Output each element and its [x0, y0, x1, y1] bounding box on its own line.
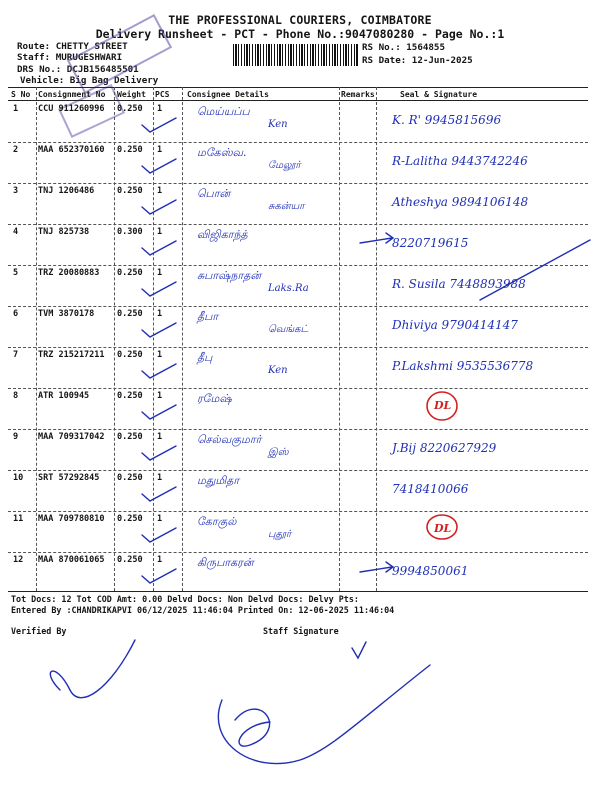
verified-by-label: Verified By [11, 626, 67, 636]
col-header-sno: S No [11, 90, 31, 99]
row-check-mark [140, 484, 180, 504]
row-separator [8, 265, 588, 266]
row-pcs: 1 [157, 473, 163, 483]
row-weight: 0.250 [117, 473, 143, 483]
rs-date: RS Date: 12-Jun-2025 [362, 55, 473, 66]
col-divider [339, 87, 340, 591]
row-sno: 12 [13, 555, 24, 565]
row-consignee-name: தீபா [197, 310, 219, 323]
row-consignment-no: TNJ 1206486 [38, 186, 95, 196]
row-seal-signature: 7418410066 [392, 482, 469, 496]
row-seal-signature: Dhiviya 9790414147 [392, 318, 518, 332]
row-check-mark [140, 320, 180, 340]
row-consignee-address: Laks.Ra [268, 283, 309, 294]
col-header-weight: Weight [117, 90, 146, 99]
row-consignment-no: SRT 57292845 [38, 473, 100, 483]
row-pcs: 1 [157, 104, 163, 114]
row-weight: 0.250 [117, 514, 143, 524]
row-separator [8, 388, 588, 389]
row-pcs: 1 [157, 227, 163, 237]
row-consignment-no: TRZ 20080883 [38, 268, 100, 278]
col-header-consignee: Consignee Details [187, 90, 269, 99]
col-header-remarks: Remarks [341, 90, 375, 99]
entered-by-line: Entered By :CHANDRIKAPVI 06/12/2025 11:46:04 Printed On: 12-06-2025 11:46:04 [11, 605, 395, 615]
table-bottom-rule [8, 591, 588, 592]
col-header-pcs: PCS [155, 90, 170, 99]
row-consignment-no: MAA 870061065 [38, 555, 105, 565]
row-weight: 0.250 [117, 186, 143, 196]
row-weight: 0.250 [117, 309, 143, 319]
row-pcs: 1 [157, 268, 163, 278]
row-separator [8, 224, 588, 225]
row-seal-signature: 8220719615 [392, 236, 469, 250]
row-consignment-no: ATR 100945 [38, 391, 90, 401]
row-consignee-name: மெய்யப்ப [197, 105, 250, 118]
row-weight: 0.250 [117, 145, 143, 155]
row-seal-signature: K. R' 9945815696 [392, 113, 502, 127]
row-weight: 0.250 [117, 104, 143, 114]
row-consignee-name: சுபாஷ்நாதன் [197, 269, 262, 282]
col-divider [114, 87, 115, 591]
row-sno: 3 [13, 186, 19, 196]
row-pcs: 1 [157, 432, 163, 442]
row-consignment-no: MAA 652370160 [38, 145, 105, 155]
row-consignee-address: சுகன்யா [268, 201, 305, 212]
staff-signature-label: Staff Signature [263, 626, 339, 636]
row-consignment-no: MAA 709780810 [38, 514, 105, 524]
row-consignment-no: MAA 709317042 [38, 432, 105, 442]
row-separator [8, 347, 588, 348]
row-seal-signature: J.Bij 8220627929 [392, 441, 497, 455]
row-consignee-address: வெங்கட் [268, 324, 309, 335]
signature-verified-by [50, 640, 135, 698]
row-consignee-name: கோகுல் [197, 515, 237, 528]
row-pcs: 1 [157, 145, 163, 155]
row-weight: 0.250 [117, 268, 143, 278]
rs-number: RS No.: 1564855 [362, 42, 445, 53]
row-weight: 0.250 [117, 350, 143, 360]
row-seal-signature: DL [434, 522, 452, 535]
row-consignment-no: CCU 911260996 [38, 104, 105, 114]
row-pcs: 1 [157, 350, 163, 360]
row-seal-signature: R-Lalitha 9443742246 [392, 154, 528, 168]
staff: Staff: MURUGESHWARI [17, 52, 123, 63]
row-seal-signature: P.Lakshmi 9535536778 [392, 359, 534, 373]
col-divider [182, 87, 183, 591]
drs-number: DRS No.: DCJB156485501 [17, 64, 139, 75]
row-check-mark [140, 238, 180, 258]
col-divider [36, 87, 37, 591]
table-top-rule [8, 87, 588, 88]
row-consignment-no: TRZ 215217211 [38, 350, 105, 360]
row-seal-signature: DL [434, 399, 452, 412]
row-consignee-name: செல்வகுமார் [197, 433, 262, 446]
col-header-consignment: Consignment No [38, 90, 106, 99]
table-header-rule [8, 100, 588, 101]
row-consignee-address: மேலூர் [268, 160, 301, 171]
vehicle: Vehicle: Big Bag Delivery [20, 75, 159, 86]
signature-staff [218, 665, 430, 764]
row-seal-signature: Atheshya 9894106148 [392, 195, 529, 209]
row-sno: 1 [13, 104, 19, 114]
row-seal-signature: 9994850061 [392, 564, 469, 578]
row-sno: 7 [13, 350, 19, 360]
col-divider [376, 87, 377, 591]
row-seal-signature: R. Susila 7448893988 [392, 277, 526, 291]
row-check-mark [140, 402, 180, 422]
row-separator [8, 470, 588, 471]
row-separator [8, 306, 588, 307]
row-sno: 4 [13, 227, 19, 237]
row-separator [8, 183, 588, 184]
row-consignee-name: விஜிகாந்த் [197, 228, 248, 241]
row-consignee-address: Ken [268, 365, 288, 376]
totals-line: Tot Docs: 12 Tot COD Amt: 0.00 Delvd Docs: Non Delvd Docs: Delvy Pts: [11, 594, 359, 604]
row-consignee-address: Ken [268, 119, 288, 130]
row-sno: 11 [13, 514, 24, 524]
row-check-mark [140, 361, 180, 381]
row-weight: 0.300 [117, 227, 143, 237]
barcode [233, 44, 358, 66]
row-consignee-name: ரமேஷ் [197, 392, 232, 405]
row-sno: 2 [13, 145, 19, 155]
row-sno: 5 [13, 268, 19, 278]
row-pcs: 1 [157, 186, 163, 196]
row-weight: 0.250 [117, 391, 143, 401]
row-check-mark [140, 197, 180, 217]
row-consignee-address: புதூர் [268, 529, 292, 540]
row-weight: 0.250 [117, 555, 143, 565]
signature-staff-loop [235, 709, 270, 746]
row-separator [8, 429, 588, 430]
tick-staff [352, 642, 366, 658]
row-consignee-name: பொன் [197, 187, 231, 200]
row-sno: 10 [13, 473, 24, 483]
row-pcs: 1 [157, 555, 163, 565]
row-check-mark [140, 525, 180, 545]
row-weight: 0.250 [117, 432, 143, 442]
runsheet-subtitle: Delivery Runsheet - PCT - Phone No.:9047080280 - Page No.:1 [95, 27, 505, 41]
row-consignment-no: TNJ 825738 [38, 227, 90, 237]
row-sno: 8 [13, 391, 19, 401]
row-separator [8, 552, 588, 553]
row-pcs: 1 [157, 514, 163, 524]
row-sno: 9 [13, 432, 19, 442]
row-separator [8, 511, 588, 512]
seal-underline-row-5 [480, 240, 590, 300]
row-check-mark [140, 156, 180, 176]
row-consignment-no: TVM 3870178 [38, 309, 95, 319]
row-check-mark [140, 443, 180, 463]
route: Route: CHETTY STREET [17, 41, 128, 52]
row-consignee-name: மதுமிதா [197, 474, 240, 487]
row-check-mark [140, 279, 180, 299]
row-pcs: 1 [157, 309, 163, 319]
row-consignee-name: கிருபாகரன் [197, 556, 254, 569]
row-check-mark [140, 115, 180, 135]
col-header-seal: Seal & Signature [400, 90, 478, 99]
row-consignee-name: தீபு [197, 351, 213, 364]
row-separator [8, 142, 588, 143]
row-consignee-name: மகேஸ்வ. [197, 146, 247, 159]
row-pcs: 1 [157, 391, 163, 401]
row-consignee-address: இஸ் [268, 447, 289, 458]
row-check-mark [140, 566, 180, 586]
row-sno: 6 [13, 309, 19, 319]
company-title: THE PROFESSIONAL COURIERS, COIMBATORE [168, 13, 432, 27]
